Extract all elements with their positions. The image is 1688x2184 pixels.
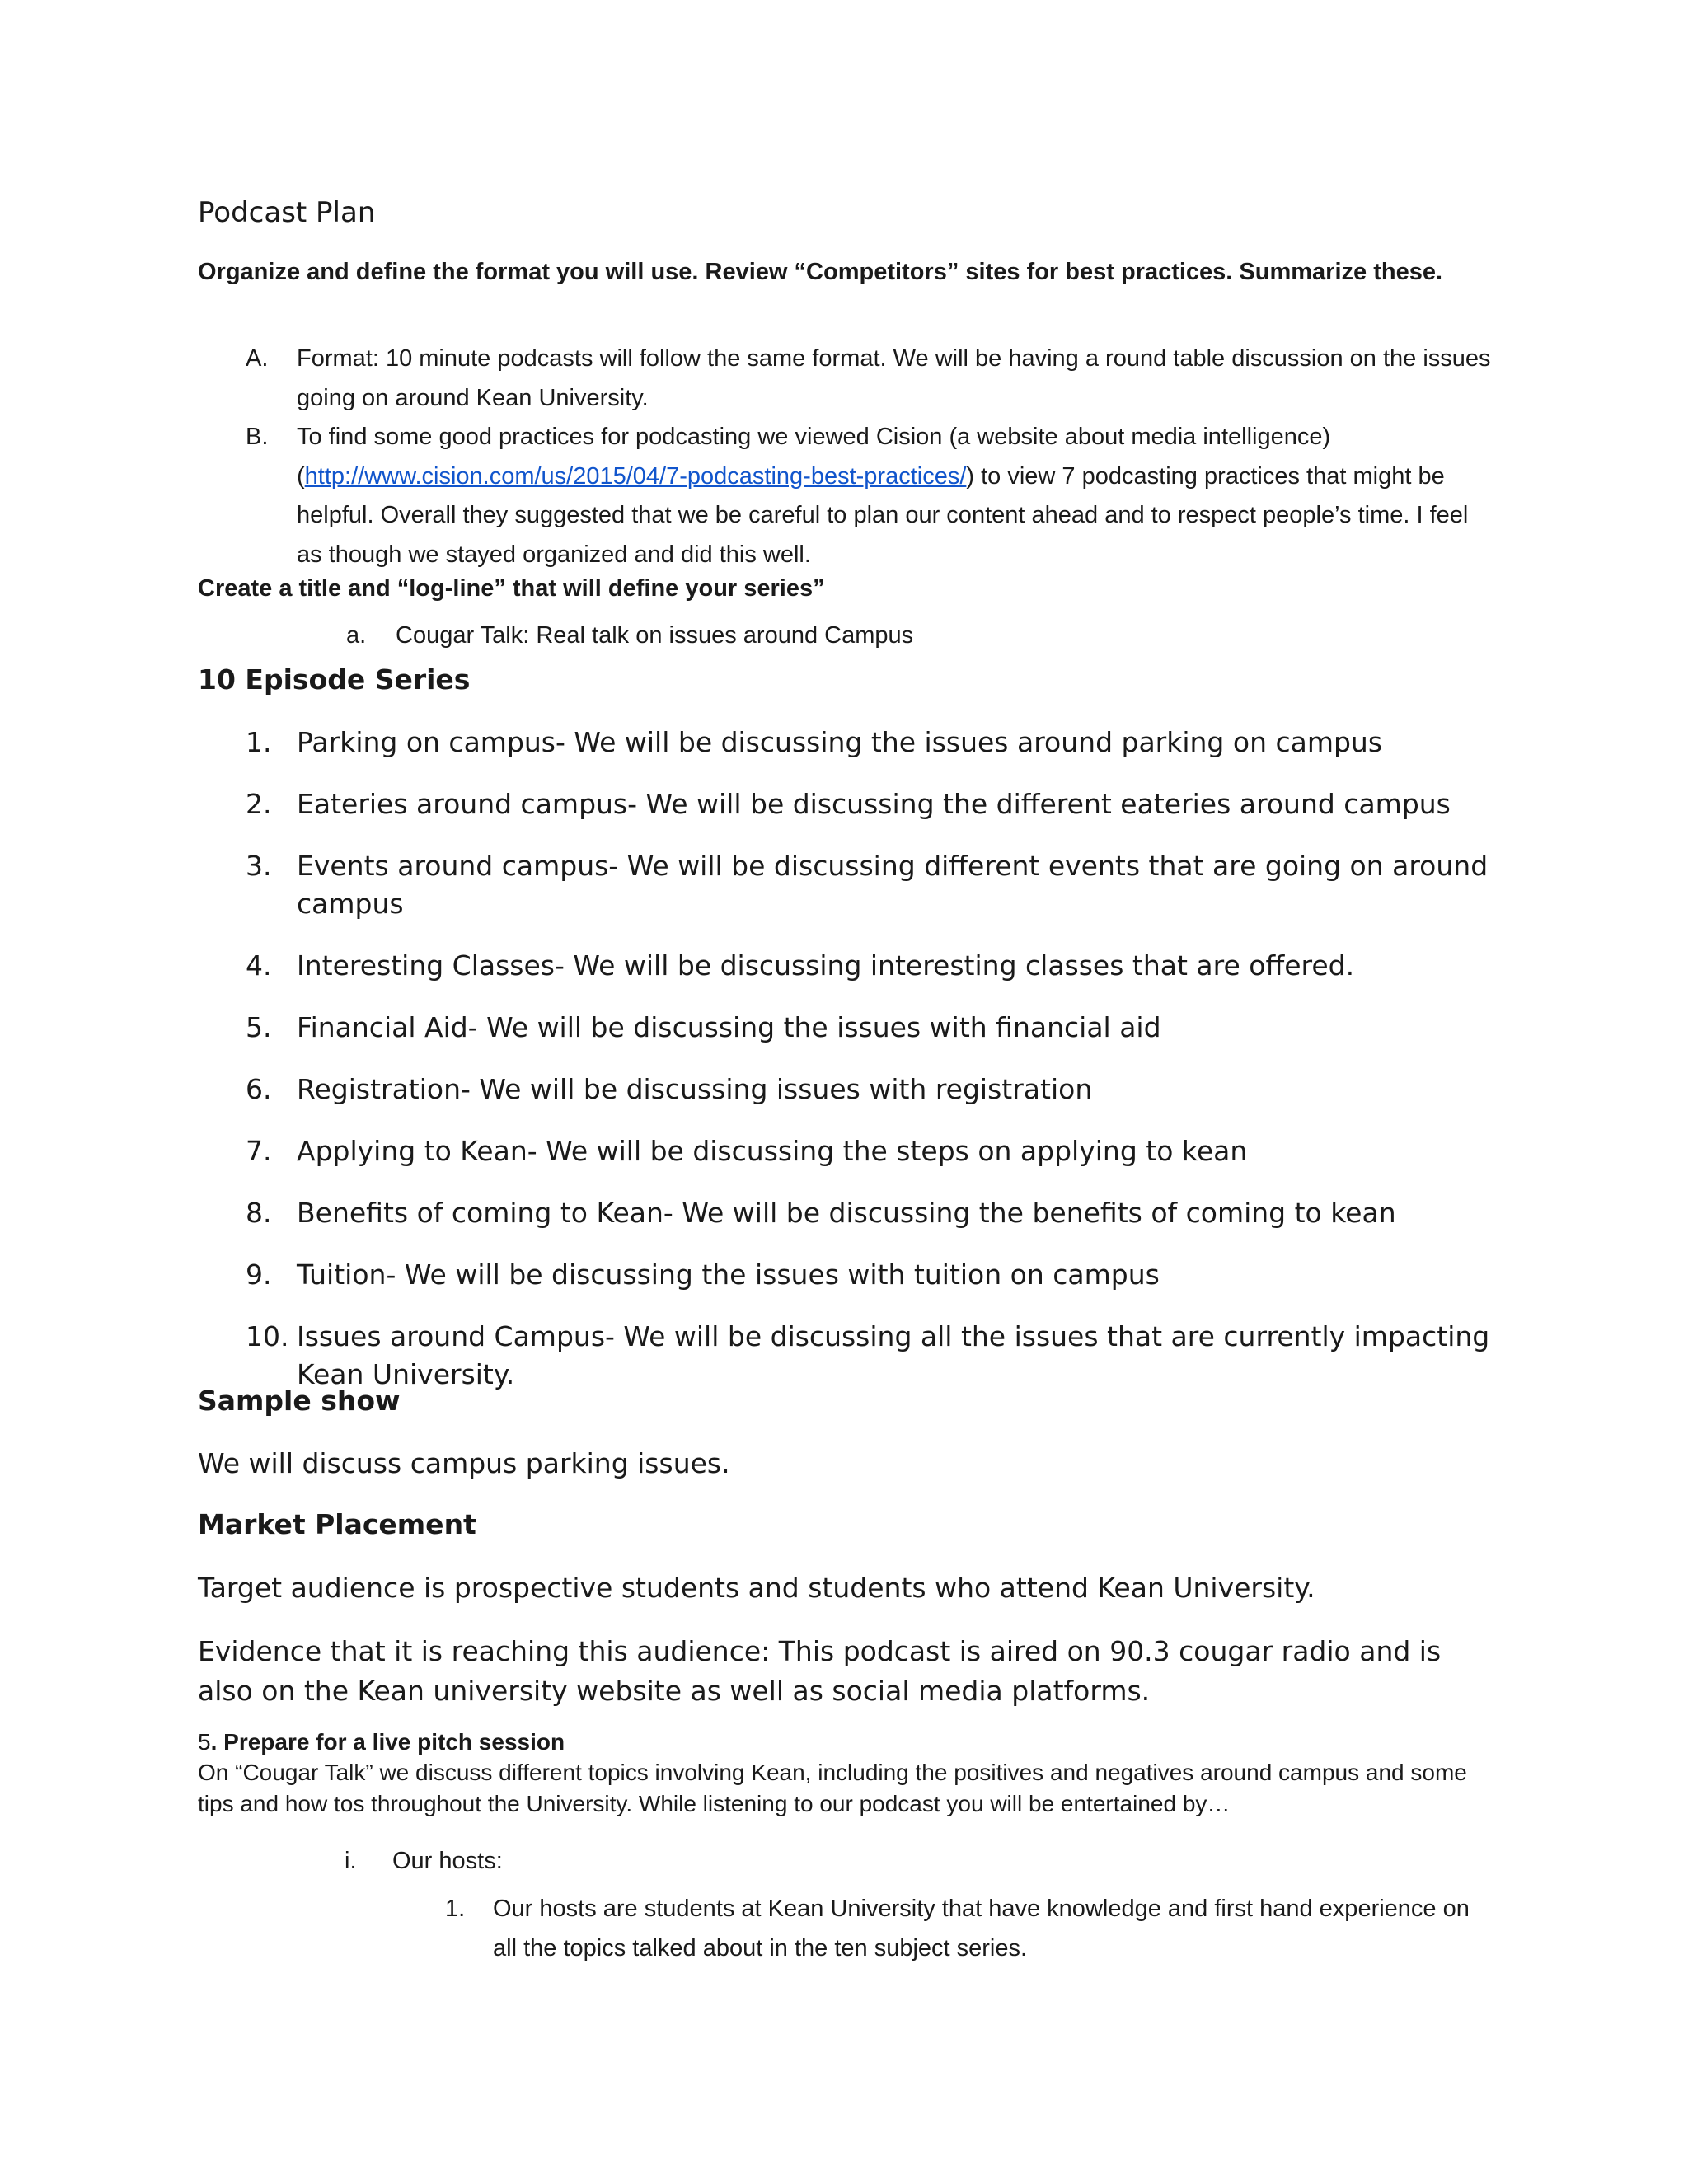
list-item [198, 947, 1500, 985]
list-marker: a. [346, 622, 367, 649]
episode-text: Issues around Campus- We will be discussing all the issues that are currently impacting Kean University. [297, 1320, 1490, 1390]
list-item [198, 1132, 1500, 1170]
list-item-text-before: To find some good practices for podcasting we viewed Cision (a website about media intelligence) ( [297, 424, 1331, 490]
page-title: Podcast Plan [198, 196, 376, 229]
sample-text: We will discuss campus parking issues. [198, 1447, 730, 1479]
episode-text: Parking on campus- We will be discussing the issues around parking on campus [297, 726, 1383, 758]
cision-link[interactable]: http://www.cision.com/us/2015/04/7-podcasting-best-practices/ [304, 462, 967, 490]
episode-text: Applying to Kean- We will be discussing the steps on applying to kean [297, 1135, 1248, 1167]
list-marker: B. [246, 424, 269, 450]
episode-number: 3. [246, 850, 272, 882]
episodes-list [198, 724, 1500, 1418]
episode-number: 1. [246, 726, 272, 758]
hosts-description: Our hosts are students at Kean University that have knowledge and first hand experience on all the topics talked about in the ten subject series. [493, 1896, 1470, 1961]
list-item [198, 340, 1500, 418]
instruction-format: Organize and define the format you will use. Review “Competitors” sites for best practices. Summarize these. [198, 259, 1443, 285]
episodes-heading: 10 Episode Series [198, 663, 471, 696]
episode-number: 6. [246, 1073, 272, 1105]
episode-number: 2. [246, 788, 272, 820]
list-marker: 1. [445, 1896, 466, 1922]
market-heading: Market Placement [198, 1508, 476, 1540]
list-item [198, 1009, 1500, 1047]
pitch-number: 5 [198, 1729, 211, 1755]
episode-number: 10. [246, 1320, 289, 1352]
list-item [198, 847, 1500, 923]
episode-number: 4. [246, 949, 272, 982]
episode-text: Interesting Classes- We will be discussing interesting classes that are offered. [297, 949, 1355, 982]
episode-text: Eateries around campus- We will be discussing the different eateries around campus [297, 788, 1451, 820]
episode-number: 8. [246, 1197, 272, 1229]
list-item [198, 1194, 1500, 1232]
instruction-title: Create a title and “log-line” that will define your series” [198, 575, 825, 602]
list-item [198, 1071, 1500, 1108]
list-item-text: Format: 10 minute podcasts will follow the same format. We will be having a round table discussion on the issues going on around Kean University. [297, 345, 1491, 411]
format-list [198, 340, 1500, 574]
market-evidence-text: Evidence that it is reaching this audience: This podcast is aired on 90.3 cougar radio and is also on the Kean university website as well as social media platforms. [198, 1635, 1442, 1707]
pitch-heading [198, 1729, 565, 1755]
episode-text: Events around campus- We will be discussing different events that are going on around campus [297, 850, 1489, 920]
pitch-text: On “Cougar Talk” we discuss different topics involving Kean, including the positives and negatives around campus and some tips and how tos throughout the University. While listening to our podcast you will be entertained by… [198, 1760, 1467, 1816]
list-marker: A. [246, 345, 269, 372]
pitch-heading-text: . Prepare for a live pitch session [210, 1729, 565, 1755]
list-item [198, 1256, 1500, 1294]
hosts-label: Our hosts: [392, 1848, 503, 1874]
list-item [198, 724, 1500, 762]
list-item [198, 1318, 1500, 1394]
list-item [198, 418, 1500, 574]
episode-number: 5. [246, 1011, 272, 1043]
episode-text: Registration- We will be discussing issues with registration [297, 1073, 1093, 1105]
list-marker: i. [345, 1848, 357, 1874]
sample-heading: Sample show [198, 1385, 401, 1417]
list-item-text-after: ) to view 7 podcasting practices that might be helpful. Overall they suggested that we be careful to plan our content ahead and to respect people’s time. I feel as though we stayed organized and did this well. [297, 462, 1469, 568]
series-title-text: Cougar Talk: Real talk on issues around Campus [396, 622, 914, 649]
list-item [198, 785, 1500, 823]
hosts-sub-item [445, 1889, 1484, 1968]
episode-number: 9. [246, 1258, 272, 1291]
episode-text: Benefits of coming to Kean- We will be discussing the benefits of coming to kean [297, 1197, 1396, 1229]
episode-number: 7. [246, 1135, 272, 1167]
episode-text: Financial Aid- We will be discussing the issues with financial aid [297, 1011, 1161, 1043]
market-audience-text: Target audience is prospective students and students who attend Kean University. [198, 1572, 1315, 1604]
episode-text: Tuition- We will be discussing the issues with tuition on campus [297, 1258, 1160, 1291]
